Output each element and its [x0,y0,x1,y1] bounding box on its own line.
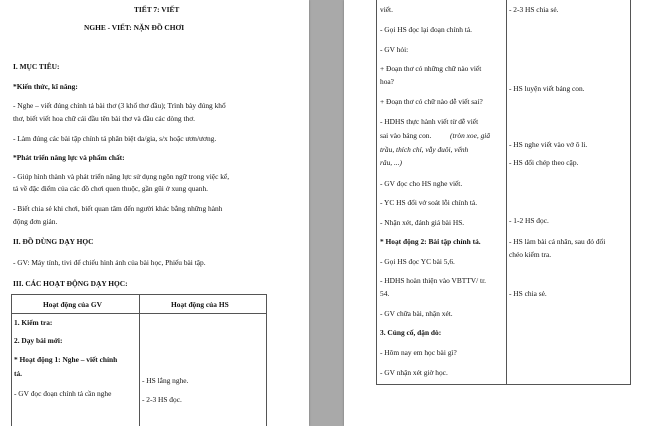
development-line-4: động đơn giản. [13,217,58,226]
table-row: râu, ...) [380,158,402,167]
table-row: - YC HS đổi vở soát lỗi chính tả. [380,198,478,207]
lesson-title: TIẾT 7: VIẾT [134,5,180,14]
table-row: (tròn xoe, giã [450,131,491,140]
materials-line-1: - GV: Máy tính, tivi để chiếu hình ảnh của bài học, Phiếu bài tập. [13,258,206,267]
table-row: - HDHS thực hành viết từ dễ viết [380,117,479,126]
table-row: * Hoạt động 2: Bài tập chính tả. [380,237,481,246]
table-row: 1. Kiểm tra: [14,318,53,327]
development-line-1: - Giúp hình thành và phát triển năng lực sử dụng ngôn ngữ trong việc kể, [13,172,230,181]
table-row: - HDHS hoàn thiện vào VBTTV/ tr. [380,276,486,285]
table-row: - Gọi HS đọc YC bài 5,6. [380,257,455,266]
table-row: chéo kiểm tra. [509,250,552,259]
table-row: - Nhận xét, đánh giá bài HS. [380,218,465,227]
table-row: 54. [380,289,390,298]
document-page-right [344,0,650,426]
table-header-student: Hoạt động của HS [171,300,229,309]
development-line-2: tả về đặc điểm của các đồ chơi quen thuộc, gần gũi ở xung quanh. [13,184,208,193]
table-row: + Đoạn thơ có những chữ nào viết [380,64,482,73]
table-row: hoa? [380,77,394,86]
lesson-subtitle: NGHE - VIẾT: NẶN ĐỒ CHƠI [84,23,185,32]
table-row: - 2-3 HS đọc. [142,395,182,404]
section-activities-heading: III. CÁC HOẠT ĐỘNG DẠY HỌC: [13,279,128,288]
table-header-teacher: Hoạt động của GV [43,300,102,309]
development-line-3: - Biết chia sẻ khi chơi, biết quan tâm đến người khác bằng những hành [13,204,223,213]
knowledge-line-2: thơ, biết viết hoa chữ cái đầu tên bài thơ và đầu các dòng thơ. [13,114,195,123]
table-row: - GV chữa bài, nhận xét. [380,309,453,318]
table-row: - HS chia sẻ. [509,289,547,298]
table-row: - GV đọc cho HS nghe viết. [380,179,463,188]
table-row: - 2-3 HS chia sẻ. [509,5,559,14]
knowledge-heading: *Kiến thức, kĩ năng: [13,82,78,91]
table-row: * Hoạt động 1: Nghe – viết chính [14,355,118,364]
table-row: sai vào bảng con. [380,131,432,140]
table-row: - HS luyện viết bảng con. [509,84,585,93]
table-row: - HS nghe viết vào vở ô li. [509,140,588,149]
section-materials-heading: II. ĐỒ DÙNG DẠY HỌC [13,237,94,246]
table-row: - GV đọc đoạn chính tả cần nghe [14,389,112,398]
table-row: 3. Củng cố, dặn dò: [380,328,442,337]
table-row: trầu, thích chí, vẫy đuôi, vểnh [380,145,469,154]
document-page-left [0,0,309,426]
table-row: - HS lắng nghe. [142,376,189,385]
table-row: - HS đổi chép theo cặp. [509,158,579,167]
table-row: tả. [14,369,23,378]
table-row: - GV nhận xét giờ học. [380,368,448,377]
knowledge-line-1: - Nghe – viết đúng chính tả bài thơ (3 khổ thơ đầu); Trình bày đúng khổ [13,101,226,110]
knowledge-line-3: - Làm đúng các bài tập chính tả phân biệt da/gia, s/x hoặc ươn/ương. [13,134,217,143]
table-row: 2. Dạy bài mới: [14,336,63,345]
development-heading: *Phát triển năng lực và phẩm chất: [13,153,125,162]
section-objectives-heading: I. MỤC TIÊU: [13,62,60,71]
table-row: + Đoạn thơ có chữ nào dễ viết sai? [380,97,483,106]
table-row: - Hôm nay em học bài gì? [380,348,457,357]
table-row: - 1-2 HS đọc. [509,216,549,225]
table-row: - HS làm bài cá nhân, sau đó đổi [509,237,606,246]
table-row: - Gọi HS đọc lại đoạn chính tả. [380,25,472,34]
table-row: - GV hỏi: [380,45,409,54]
table-row: viết. [380,5,393,14]
